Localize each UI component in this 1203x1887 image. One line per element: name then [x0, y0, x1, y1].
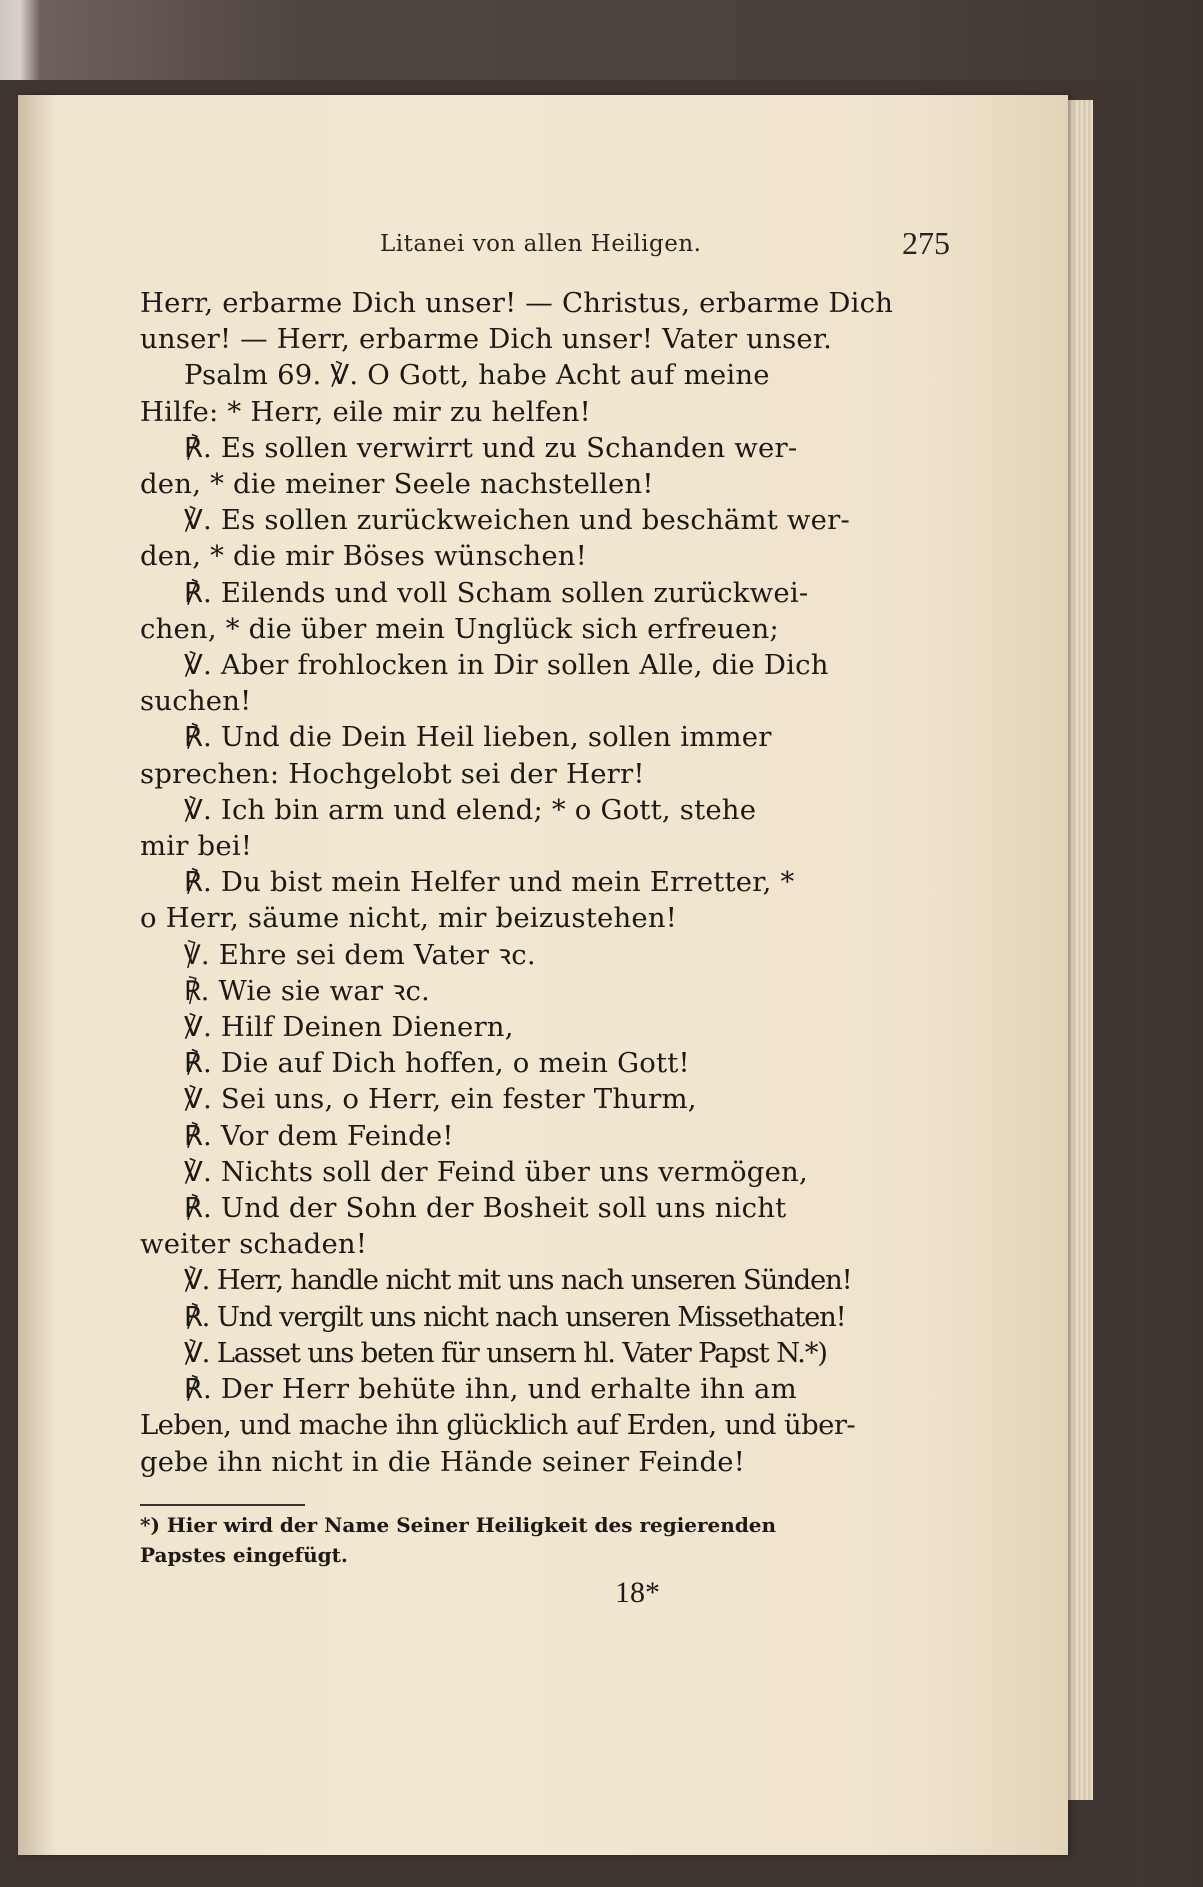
text-line: ℟. Es sollen verwirrt und zu Schanden wer- [184, 431, 798, 464]
text-line: ℟. Und der Sohn der Bosheit soll uns nicht [184, 1192, 787, 1225]
text-line: ℣. Hilf Deinen Dienern, [184, 1011, 514, 1044]
footnote-line: Papstes eingefügt. [140, 1542, 348, 1567]
text-line: ℟. Wie sie war ꝛc. [184, 974, 430, 1007]
text-line: ℣. Nichts soll der Feind über uns vermögen, [184, 1155, 808, 1188]
text-line: ℟. Vor dem Feinde! [184, 1119, 454, 1152]
text-line: ℣. Aber frohlocken in Dir sollen Alle, die Dich [184, 649, 829, 682]
text-line: chen, * die über mein Unglück sich erfreuen; [140, 612, 779, 645]
text-line: mir bei! [140, 830, 253, 863]
text-line: ℟. Die auf Dich hoffen, o mein Gott! [184, 1047, 690, 1080]
text-line: weiter schaden! [140, 1228, 368, 1261]
gutter-shadow [18, 95, 54, 1855]
litany-text [140, 285, 950, 1480]
text-line: Psalm 69. ℣. O Gott, habe Acht auf meine [184, 359, 770, 392]
text-line: ℣. Ich bin arm und elend; * o Gott, stehe [184, 793, 757, 826]
page-content [140, 225, 950, 1610]
text-line: unser! — Herr, erbarme Dich unser! Vater unser. [140, 323, 833, 356]
text-line: ℟. Eilends und voll Scham sollen zurückwei- [184, 576, 809, 609]
text-line: gebe ihn nicht in die Hände seiner Feinde! [140, 1445, 745, 1478]
footnote-rule [140, 1504, 305, 1506]
footnote [140, 1510, 950, 1570]
text-line: ℣. Lasset uns beten für unsern hl. Vater Papst N.*) [184, 1336, 827, 1369]
text-line: ℟. Der Herr behüte ihn, und erhalte ihn am [184, 1373, 797, 1406]
text-line: suchen! [140, 685, 252, 718]
text-line: ℣. Ehre sei dem Vater ꝛc. [184, 938, 536, 971]
text-line: ℣. Es sollen zurückweichen und beschämt wer- [184, 504, 850, 537]
running-title: Litanei von allen Heiligen. [380, 231, 702, 257]
text-line: ℟. Und die Dein Heil lieben, sollen immer [184, 721, 772, 754]
text-line: ℟. Und vergilt uns nicht nach unseren Missethaten! [184, 1300, 846, 1333]
text-line: den, * die meiner Seele nachstellen! [140, 468, 654, 501]
text-line: Herr, erbarme Dich unser! — Christus, erbarme Dich [140, 287, 894, 319]
text-line: den, * die mir Böses wünschen! [140, 540, 587, 573]
text-line: ℟. Du bist mein Helfer und mein Erretter, * [184, 866, 795, 899]
signature-mark: 18* [615, 1575, 660, 1609]
text-line: ℣. Herr, handle nicht mit uns nach unseren Sünden! [184, 1264, 852, 1297]
page-number: 275 [902, 225, 950, 261]
book-page [18, 95, 1068, 1855]
text-line: Hilfe: * Herr, eile mir zu helfen! [140, 395, 591, 428]
footnote-line: *) Hier wird der Name Seiner Heiligkeit des regierenden [140, 1512, 777, 1537]
text-line: sprechen: Hochgelobt sei der Herr! [140, 757, 645, 790]
text-line: o Herr, säume nicht, mir beizustehen! [140, 902, 677, 935]
text-line: ℣. Sei uns, o Herr, ein fester Thurm, [184, 1083, 697, 1116]
running-head [140, 225, 950, 271]
text-line: Leben, und mache ihn glücklich auf Erden, und über- [140, 1409, 856, 1442]
